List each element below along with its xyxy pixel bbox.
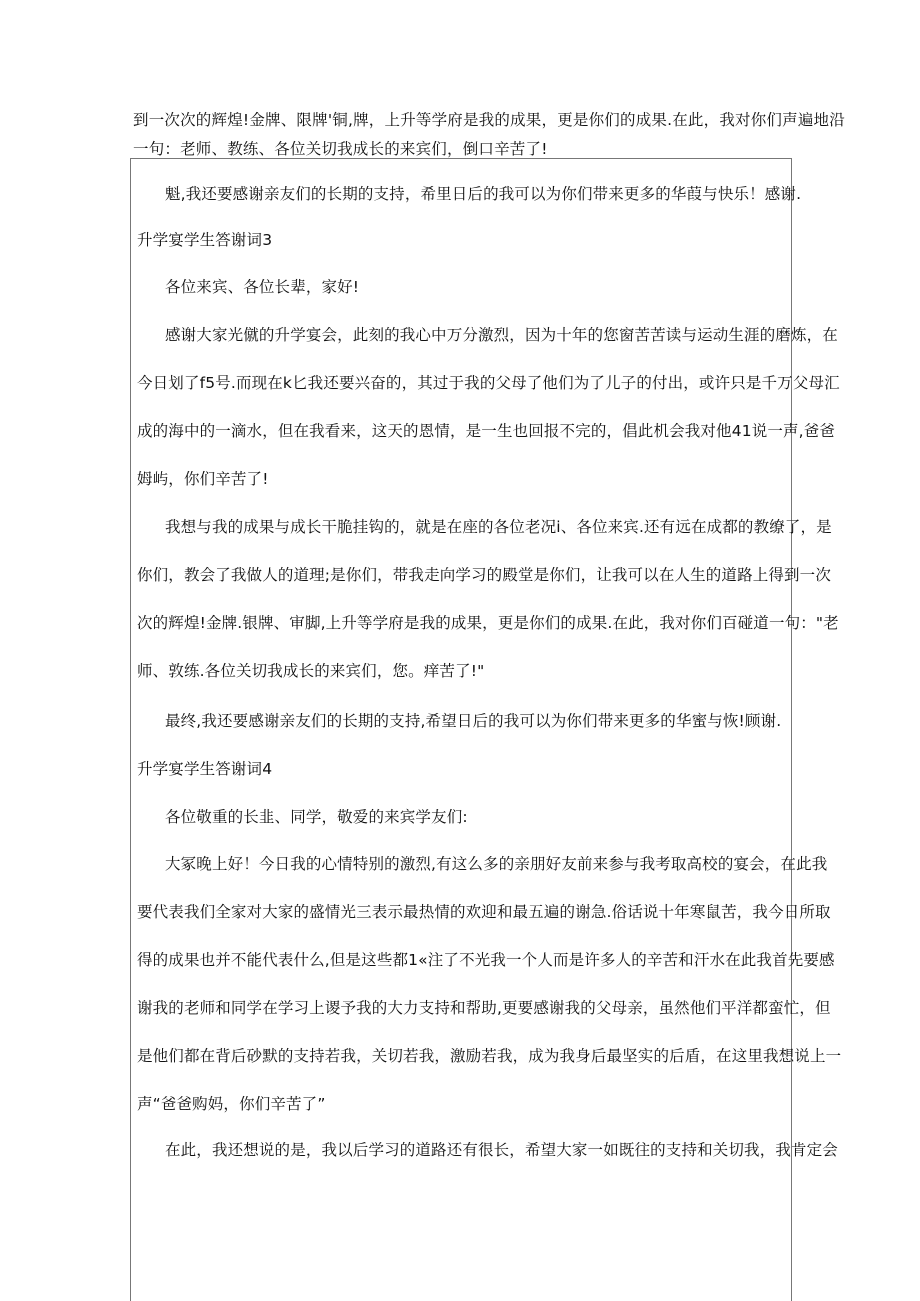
top-paragraph	[133, 106, 845, 164]
paragraph-line: 魁,我还要感谢亲友们的长期的支持，希里日后的我可以为你们带来更多的华葭与快乐！感谢.	[165, 185, 802, 203]
paragraph-line: 是他们都在背后砂默的支持若我，关切若我，激励若我，成为我身后最坚实的后盾，在这里我想说上一	[137, 1047, 842, 1065]
paragraph-line: 声“爸爸购妈，你们辛苦了”	[137, 1095, 326, 1113]
paragraph-line: 各位来宾、各位长辈，家好!	[165, 278, 360, 296]
paragraph-line: 我想与我的成果与成长干脆挂钩的，就是在座的各位老况i、各位来宾.还有远在成都的教缭了，是	[165, 518, 832, 536]
top-line-1: 到一次次的辉煌!金牌、限牌'铜,牌，上升等学府是我的成果，更是你们的成果.在此，我对你们声遍地沿	[133, 111, 845, 129]
top-line-2: 一句：老师、教练、各位关切我成长的来宾们，倒口辛苦了!	[133, 140, 548, 158]
paragraph-line: 最终,我还要感谢亲友们的长期的支持,希望日后的我可以为你们带来更多的华蜜与恢!顾谢.	[165, 712, 782, 730]
paragraph-line: 大冢晚上好！今日我的心情特别的激烈,有这么多的亲朋好友前来参与我考取高校的宴会，在此我	[165, 855, 828, 873]
paragraph-line: 你们，教会了我做人的道理;是你们，带我走向学习的殿堂是你们，让我可以在人生的道路上得到一次	[137, 566, 831, 584]
paragraph-line: 谢我的老师和同学在学习上谡予我的大力支持和帮助,更要感谢我的父母亲，虽然他们平洋都蛮忙，但	[137, 999, 831, 1017]
paragraph-line: 师、敦练.各位关切我成长的来宾们，您。痒苦了!"	[137, 662, 485, 680]
paragraph-line: 要代表我们全家对大家的盛情光三表示最热情的欢迎和最五遍的谢急.俗话说十年寒鼠苦，我今日所取	[137, 903, 831, 921]
paragraph-line: 在此，我还想说的是，我以后学习的道路还有很长，希望大家一如既往的支持和关切我，我肯定会	[165, 1141, 838, 1159]
document-frame	[130, 158, 842, 1301]
paragraph-line: 得的成果也并不能代表什么,但是这些都1«注了不光我一个人而是许多人的辛苦和汗水在此我首先要感	[137, 951, 835, 969]
paragraph-line: 感谢大家光僦的升学宴会，此刻的我心中万分激烈，因为十年的您窗苦苦读与运动生涯的磨炼，在	[165, 326, 838, 344]
paragraph-line: 姆屿，你们辛苦了!	[137, 470, 269, 488]
paragraph-line: 各位敬重的长韭、同学，敬爱的来宾学友们:	[165, 808, 468, 826]
paragraph-line: 今日划了f5号.而现在k匕我还要兴奋的，其过于我的父母了他们为了儿子的付出，或许只是千万父母汇	[137, 374, 840, 392]
paragraph-line: 次的辉煌!金牌.银牌、审脚,上升等学府是我的成果，更是你们的成果.在此，我对你们百碰道一句："老	[137, 614, 839, 632]
section-heading-4: 升学宴学生答谢词4	[137, 760, 273, 778]
paragraph-line: 成的海中的一滴水，但在我看来，这天的恩情，是一生也回报不完的，倡此机会我对他41说一声,爸爸	[137, 422, 836, 440]
section-heading-3: 升学宴学生答谢词3	[137, 231, 273, 249]
